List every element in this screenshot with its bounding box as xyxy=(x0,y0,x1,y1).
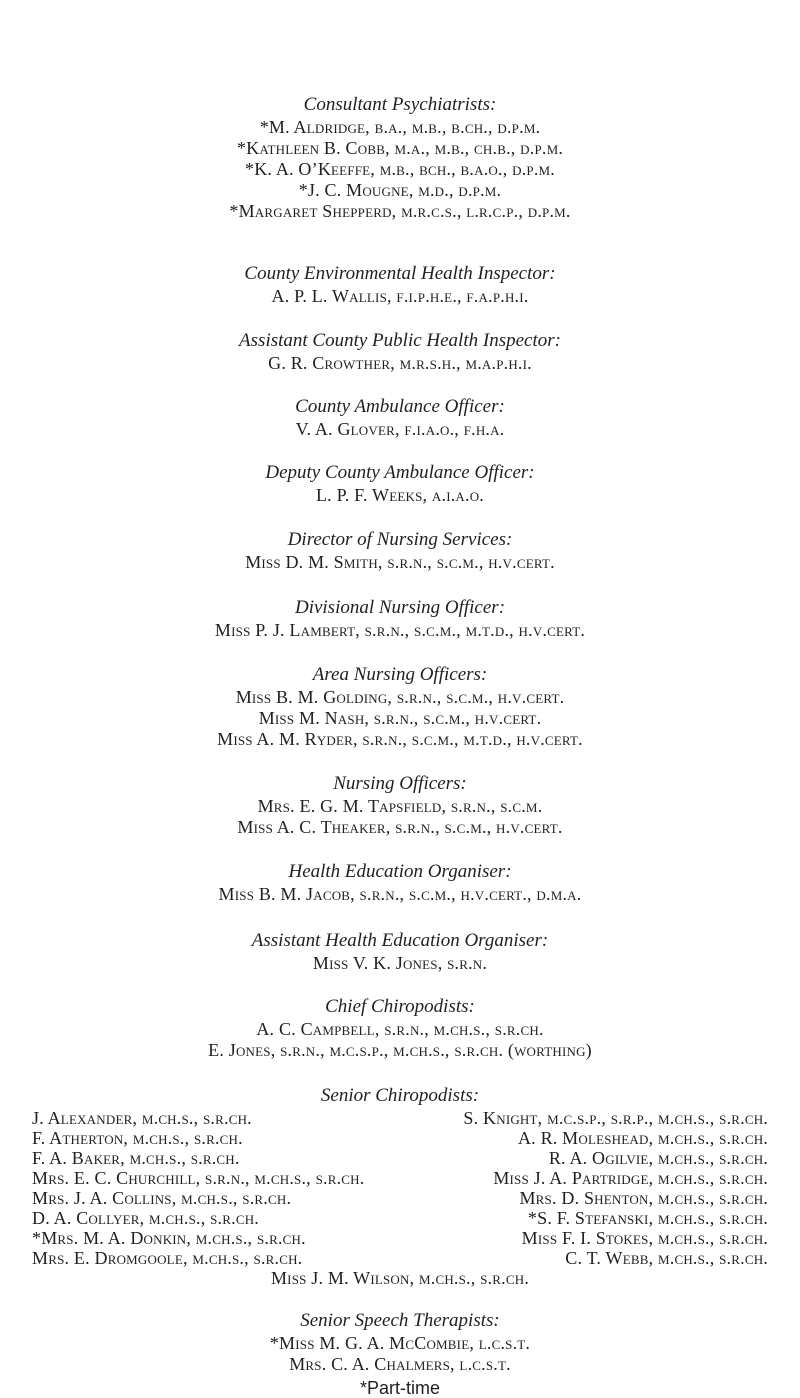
senior-chiropodists-right-column xyxy=(463,1108,768,1268)
section-heading: Chief Chiropodists: xyxy=(325,996,475,1017)
section-heading: County Environmental Health Inspector: xyxy=(244,263,556,284)
staff-name: Mrs. E. Dromgoole, m.ch.s., s.r.ch. xyxy=(32,1248,303,1268)
section-heading: Divisional Nursing Officer: xyxy=(294,597,506,618)
staff-name: Mrs. D. Shenton, m.ch.s., s.r.ch. xyxy=(519,1188,768,1208)
staff-name: *Miss M. G. A. McCombie, l.c.s.t. xyxy=(269,1333,531,1353)
staff-name: Miss M. Nash, s.r.n., s.c.m., h.v.cert. xyxy=(258,708,542,728)
section-assistant-health-education-organiser xyxy=(0,929,800,974)
staff-name: A. C. Campbell, s.r.n., m.ch.s., s.r.ch. xyxy=(256,1019,544,1039)
staff-name: S. Knight, m.c.s.p., s.r.p., m.ch.s., s.r.ch. xyxy=(463,1108,768,1128)
section-area-nursing-officers xyxy=(0,663,800,750)
staff-name: G. R. Crowther, m.r.s.h., m.a.p.h.i. xyxy=(268,353,532,373)
staff-name: C. T. Webb, m.ch.s., s.r.ch. xyxy=(565,1248,768,1268)
staff-name: Miss B. M. Golding, s.r.n., s.c.m., h.v.cert. xyxy=(235,687,565,707)
section-heading: Assistant County Public Health Inspector: xyxy=(239,330,561,351)
staff-name: Miss D. M. Smith, s.r.n., s.c.m., h.v.cert. xyxy=(245,552,555,572)
staff-name: *K. A. O’Keeffe, m.b., bch., b.a.o., d.p.m. xyxy=(245,159,555,179)
staff-name: A. P. L. Wallis, f.i.p.h.e., f.a.p.h.i. xyxy=(271,286,529,306)
staff-name: *M. Aldridge, b.a., m.b., b.ch., d.p.m. xyxy=(259,117,541,137)
senior-chiropodists-list xyxy=(0,1108,800,1290)
staff-name: *Margaret Shepperd, m.r.c.s., l.r.c.p., d.p.m. xyxy=(229,201,571,221)
section-heading: Deputy County Ambulance Officer: xyxy=(265,462,535,483)
staff-name: Mrs. E. G. M. Tapsfield, s.r.n., s.c.m. xyxy=(257,796,543,816)
staff-name: F. A. Baker, m.ch.s., s.r.ch. xyxy=(32,1148,240,1168)
staff-name: E. Jones, s.r.n., m.c.s.p., m.ch.s., s.r.ch. (worthing) xyxy=(208,1040,592,1060)
section-senior-chiropodists-heading xyxy=(0,1084,800,1108)
section-health-education-organiser xyxy=(0,860,800,905)
section-heading: Assistant Health Education Organiser: xyxy=(251,930,549,951)
senior-chiropodists-left-column xyxy=(32,1108,364,1268)
section-heading: Area Nursing Officers: xyxy=(312,664,488,685)
section-consultant-psychiatrists xyxy=(0,93,800,222)
section-deputy-ambulance-officer xyxy=(0,461,800,506)
section-heading: Consultant Psychiatrists: xyxy=(303,94,497,115)
section-heading: Senior Chiropodists: xyxy=(320,1085,480,1106)
staff-name: Miss J. M. Wilson, m.ch.s., s.r.ch. xyxy=(270,1268,530,1288)
staff-name: Mrs. C. A. Chalmers, l.c.s.t. xyxy=(289,1354,511,1374)
staff-name: Mrs. J. A. Collins, m.ch.s., s.r.ch. xyxy=(32,1188,292,1208)
staff-name: *Kathleen B. Cobb, m.a., m.b., ch.b., d.p.m. xyxy=(236,138,564,158)
staff-name: Miss A. M. Ryder, s.r.n., s.c.m., m.t.d., h.v.cert. xyxy=(217,729,583,749)
staff-name: Miss F. I. Stokes, m.ch.s., s.r.ch. xyxy=(521,1228,768,1248)
section-assistant-public-health-inspector xyxy=(0,329,800,374)
part-time-footnote: *Part-time xyxy=(359,1378,440,1398)
section-chief-chiropodists xyxy=(0,995,800,1061)
staff-name: A. R. Moleshead, m.ch.s., s.r.ch. xyxy=(517,1128,768,1148)
staff-name: F. Atherton, m.ch.s., s.r.ch. xyxy=(32,1128,243,1148)
staff-name: J. Alexander, m.ch.s., s.r.ch. xyxy=(32,1108,252,1128)
section-heading: Senior Speech Therapists: xyxy=(300,1310,500,1331)
section-heading: Director of Nursing Services: xyxy=(287,529,513,550)
staff-name: *J. C. Mougne, m.d., d.p.m. xyxy=(298,180,502,200)
staff-name: Miss V. K. Jones, s.r.n. xyxy=(312,953,488,973)
section-divisional-nursing-officer xyxy=(0,596,800,641)
staff-name: D. A. Collyer, m.ch.s., s.r.ch. xyxy=(32,1208,259,1228)
section-county-ambulance-officer xyxy=(0,395,800,440)
section-heading: Nursing Officers: xyxy=(333,773,467,794)
staff-name: Miss B. M. Jacob, s.r.n., s.c.m., h.v.cert., d.m.a. xyxy=(218,884,582,904)
staff-name: *S. F. Stefanski, m.ch.s., s.r.ch. xyxy=(527,1208,768,1228)
section-senior-speech-therapists xyxy=(0,1309,800,1375)
staff-name: Mrs. E. C. Churchill, s.r.n., m.ch.s., s.r.ch. xyxy=(32,1168,365,1188)
staff-name: R. A. Ogilvie, m.ch.s., s.r.ch. xyxy=(548,1148,768,1168)
section-director-nursing-services xyxy=(0,528,800,573)
staff-name: Miss A. C. Theaker, s.r.n., s.c.m., h.v.cert. xyxy=(237,817,563,837)
section-heading: County Ambulance Officer: xyxy=(295,396,505,417)
staff-name: *Mrs. M. A. Donkin, m.ch.s., s.r.ch. xyxy=(32,1228,306,1248)
section-heading: Health Education Organiser: xyxy=(288,861,512,882)
staff-name: V. A. Glover, f.i.a.o., f.h.a. xyxy=(295,419,505,439)
section-nursing-officers xyxy=(0,772,800,838)
staff-name: L. P. F. Weeks, a.i.a.o. xyxy=(315,485,485,505)
staff-name: Miss J. A. Partridge, m.ch.s., s.r.ch. xyxy=(493,1168,768,1188)
section-environmental-health-inspector xyxy=(0,262,800,307)
staff-name: Miss P. J. Lambert, s.r.n., s.c.m., m.t.d., h.v.cert. xyxy=(214,620,586,640)
